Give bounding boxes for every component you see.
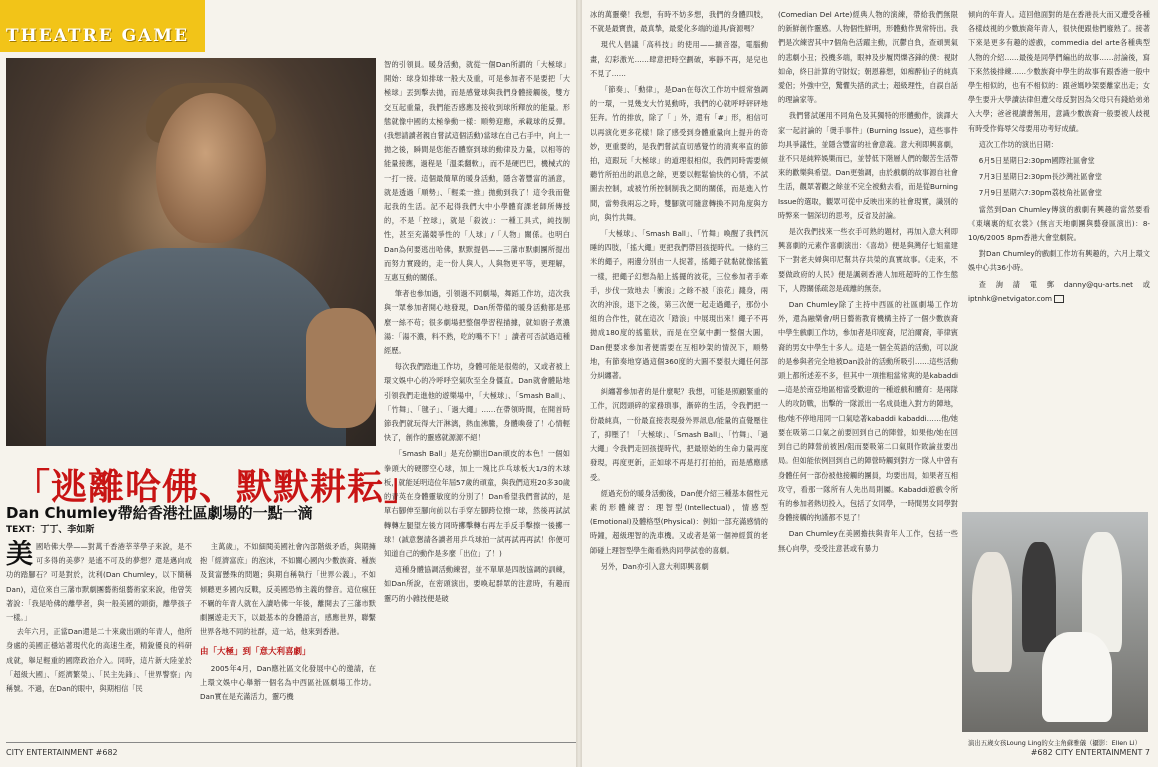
col4-para-4: Dan Chumley除了主持中西區的社區劇場工作坊外，還為融樂會/明日藝術教育機構主持了一個少數族裔中學生戲劇工作坊，參加者是印度裔，尼泊爾裔，菲律賓裔的男女中學生十多人。這是一個全英語的活動，可以說的是參與者完全地被Dan設計的活動所吸引……這些活動頭上都所述差不多，但其中一項推粗當常爽的是kabaddi—這是於南亞地區相當受歡迎的一種遊戲和體育：是兩隊人的攻防戰，出擊的一隊派出一名成員進入對方的陣地，他/她不停地用同一口氣唸著kabaddi kabaddi……他/她要在吸第二口氣之前要回到自己的陣營，如果他/她在回到自己的陣營前被困/阻而要吸第二口氣則作敗論並要出局。但如能依例回到自己的陣營時觸到對方一隊人中曾有身體任何一部份被他接觸的團員，均要出局，如果者互相攻守，看那一隊所有人先出局則屬。Kabaddi遊戲令所有的參加者熱切投入，包括了女同學，一時間男女同學對身體接觸的拘謹都不見了！	[778, 300, 958, 523]
folio-left: CITY ENTERTAINMENT #682	[6, 748, 118, 757]
end-mark-icon	[1054, 295, 1064, 303]
portrait-photo	[6, 58, 376, 446]
footer-rule-left	[6, 742, 576, 743]
headline: 「逃離哈佛、默默耕耘」	[14, 467, 422, 508]
col5-date-2: 7月3日星期日2:30pm長沙灣社區會堂	[978, 172, 1102, 182]
subsection-heading: 由「大極」到「意大利喜劇」	[200, 647, 311, 658]
col3-para-5: 糾纏著參加者的是什麼呢？我想，可能是照顧緊重的工作，沉悶頭碎的家務瑣事，漸碎的生活，令我們把一份最純真，一份最直接表現發外界訊息/能量的直覺壓住了，抑壓了！「大極球」、「Smash Ball」、「竹舞」、「過大繩」令我們走回孩提時代，把最原始的生命力量再度發現，再度更新，正如球不再是打打拍拍，而是感應感受。	[590, 387, 768, 482]
col3-para-1: 冰的萬靈藥！我想，有時不妨多想，我們的身體四肢，不就是最寶貴，最真摯，最愛化多端的道具/資源嗎？	[590, 10, 768, 34]
column-2-bottom	[200, 540, 376, 736]
photo-figure-4	[1042, 632, 1112, 722]
photo-figure-1	[972, 552, 1012, 672]
col3-para-6: 經過充份的暖身活動後，Dan便介紹三種基本個性元素的形體練習：理智型(Intellectual)，情感型(Emotional)及體格型(Physical)：例如一部充滿感情的時鐘，超級理智的洗車機。又或者是第一個神經質的老師碰上理智型學生衛看熟肉同學試卷的喜劇。	[590, 488, 768, 555]
left-page	[0, 0, 576, 767]
col3-para-2: 現代人倡議「高科技」的使用——擴音器，電腦動畫，幻彩激光……肆意把時空劃破，寧靜不再，是兒也不見了……	[590, 40, 768, 78]
column-3	[384, 58, 570, 736]
contact-text: 查詢請電郵danny@qu-arts.net或iptnhk@netvigator.com	[968, 279, 1150, 303]
section-tag-label: THEATRE GAME	[6, 26, 190, 46]
col2-para-3: 筆者也參加過，引領過不同劇場，舞蹈工作坊，這次我與一眾參加者開心地發現，Dan所帶備的暖身活動都是那麼一絲不苟；很多劇場把整個學習程描據，就如廚子煮濃湯：「湯不濃，料不熟，吃的嘴不下！」讀者可否試過這種經歷。	[384, 289, 570, 356]
column-5	[778, 8, 958, 736]
col2-para-4: 每次我們踏進工作坊，身體可能是很倦的，又或者被上環文娛中心的冷呼呼空氣吹至全身僵直。Dan就會體貼地引領我們走進他的遊樂場中，「大極球」、「Smash Ball」、「竹舞」、「毽子」、「過大繩」……在帶領時間，在開首時節我們就玩得大汗淋漓，熱血沸騰，身體喚發了！心情輕快了，創作的靈感就源源不絕！	[384, 362, 570, 443]
column-1	[6, 540, 192, 736]
byline: TEXT：丁丁、李如斯	[6, 525, 95, 535]
photo-arm	[306, 308, 376, 428]
col3-para-4: 「大極球」、「Smash Ball」、「竹舞」喚醒了我們沉睡的四肢，「搖大繩」更把我們帶回孩提時代。一條約三米的繩子，兩邊分別由一人捉著，搖繩子就黏就像搖籃一樣，把繩子幻想為船上搖擺的波花，三位參加者手牽手，步伐一致地去「衝浪」之餘不被「浪花」濺身，兩次的沖浪，退下之後，第三次便一起走過繩子，那份小組的合作性，就在這次「踏浪」中展現出來！繩子不再拋成180度的搖籃狀，而是在空氣中劃一整個大圓，Dan便要求參加者便需要在互相吵架的情況下，順勢地，有節奏地穿過這個360度的大圓不要很大繩任何部分糾纏著。	[590, 229, 768, 381]
col4-para-1: (Comedian Del Arte)經典人物的演練，帶給我們無限的新鮮創作靈感。人物個性鮮明，形體動作異常特出。我們是次練習其中7個角色活躍主動，沉鬱自負，查頑異氣的悲劇小丑；投機多端，眼神及步履閃爍吝鋒的僕：視財如命，終日計算的守財奴；朝恩暮想，如痴醉仙子的純真愛侶；外強中空，驚懼失措的武士；超級理性，自誤自話的理論家等。	[778, 10, 958, 105]
col5-para-4: 對Dan Chumley的戲劇工作坊有興趣的，六月上環文娛中心共36小時。	[968, 249, 1150, 273]
dropcap: 美	[6, 540, 33, 570]
photo-caption: 演出五歲女孩Loung Ling的女主角蘇雅儀（攝影：Ellen Li）	[968, 739, 1141, 747]
col2-para-6: 這種身體協調活動練習，並不單單是四肢協調的訓練，如Dan所說，在密頭演出，要喚起群眾的注意時，有趣而靈巧的小雜技便是破	[384, 565, 570, 603]
col1-para-2: 去年六月，正當Dan還是二十來歲出頭的年青人，他所身處的美國正穩站著現代化的高速生產，精銳優良的科研成就，舉足輕重的國際政治介入。同時，這片新大陸並於「超級大國」、「經濟繁榮」、「民主先鋒」、「世界警察」內稱號。不過，在Dan的眼中，與期相信「民	[6, 627, 192, 694]
col3-para-7: 另外，Dan亦引入意大利即興喜劇	[600, 561, 709, 571]
col5-para-3: 當然到Dan Chumley傳演的戲劇有興趣的當然要看《東壤裏的紅衣裳》(無言天地劇團與藝發區演出)：8-10/6/2005 8pm香港大會堂劇院。	[968, 204, 1150, 243]
col5-para-5	[968, 278, 1150, 306]
col2-top: 智的引領員。暖身活動，就從一個Dan所謂的「大極球」開始：球身如排球一般大及重，可是參加者不是要把「大極球」丟到擊去拋，而是感覺球與我們身體接觸後，雙方交互起重量，我們能否感應及接收到球所釋放的能量。形態就像中國的太極拳動一樣：順勢迎應，承載球的反彈。(我想請讀者親自嘗試這個活動)當球在自己右手中，向上一拋之後，瞬間是您能否體察到球的動律及力量，以相等的能量接應，過程是「溫柔翻軟」，而不是硬巴巴，機械式的一打一接。這個最簡單的暖身活動，隱含著豐富的涵意，就是透過「順勢」、「輕柔一推」拋動到我了！這令我而覺起我的生活。記不起得我們大中小學體育課老師所傳授的，不是「控球」，就是「殺波」：一種工具式，純技制性，甚至充滿競爭性的「人球」/「人物」關係。也明白Dan為何要逃出哈佛，默默提倡——三藩市默劇團所提出而努力實踐的，走一份人與人，人與物更平等，更理解，互惠互動的關係。	[384, 60, 570, 283]
section-tag	[0, 0, 205, 52]
col5-para-2: 這次工作坊的演出日期：	[978, 139, 1058, 149]
col4-para-3: 是次我們找來一些衣手可熟的題材，再加入意大利即興喜劇的元素作喜劇演出：《喜劫》便是與灣仔七姐童建下一對老夫婦與印尼幫共存共榮的真實故事。《走來，不要做政府的人民》便是諷刺香港人加班超時的工作生態下，人際關係疏忽是疏離的無奈。	[778, 227, 958, 293]
col1-para-1: 國哈佛大學——對萬千香港莘莘學子來說，是不可多得的美夢？是遙不可及的夢想？還是邁向成功的踏腳石？可是對於，沈利(Dan Chumley，以下簡稱Dan)，這位來自三藩市默劇團藝術組藝術家來說，他曾笑著說：「我是哈佛的離學者，與一般美國的頭銜，離學孩子一樣。」	[6, 542, 192, 623]
column-6	[968, 8, 1150, 502]
col2-para-1: 主萬歲」，不如細閱美國社會內部階級矛盾，與期擁抱「經濟富庶」的泡沫，不如關心國內少數族裔、種族及貧富懸殊的問題；與期自稱執行「世界公義」，不如傾聽更多國內反戰，反美國恐怖主義的聲音。這位瘋狂不羈的年青人就在入讀哈佛一年後，離開去了三藩市默劇團遊走天下，以最基本的身體語言，感應世界，聯繫世界各地不同的社群，這一站，他來到香港。	[200, 542, 376, 637]
photo-head	[156, 93, 266, 243]
column-4	[590, 8, 768, 736]
photo-shirt	[46, 248, 346, 446]
photo-figure-2	[1022, 542, 1056, 652]
subhead: Dan Chumley帶給香港社區劇場的一點一滴	[6, 504, 313, 522]
col2-para-2: 2005年4月，Dan應社區文化發展中心的邀請，在上環文娛中心舉辦一個名為中西區社區劇場工作坊。Dan實在是充滿活力，靈巧機	[200, 663, 376, 702]
workshop-photo	[962, 512, 1148, 732]
col3-para-3: 「節奏」、「動律」，是Dan在每次工作坊中經常強調的一環，一見幾支大竹晃動時，我們的心就呼呼砰砰地狂奔。竹的排放，除了「 」外，還有「#」形，相信可以再演化更多花樣！除了感受到身體重量向上提升的奇妙，更重要的，是我們嘗試直切感覺竹的清爽率直的節拍，這跟玩「大極球」的道理很相似，我們同時需要傾聽竹所拍出的訊息之餘，更要以輕鬆愉快的心情，不試圖去控制，或被竹所控制制我之間的關係，而是進入竹間，當勢我兩忘之時，雙腳就可隨意轉換不同角度與方向，與竹共舞。	[590, 85, 768, 222]
col4-para-2: 我們嘗試運用不同角色及其獨特的形體動作，演譯大家一起討論的「燙手事件」(Burning Issue)，這些事件均具爭議性，並隱含豐富的社會意義。意大利即興喜劇，並不只是純粹娛樂而已，並替低下階層人們的艱苦生活帶來的歡樂與希望。Dan更強調，由於戲劇的故事源自社會生活，觀眾著觀之餘並不完全被動去看，而是從Burning Issue的選取，觀眾可從中反映出來的社會現實，識別的時弊來一個深切的思考，反省及討論。	[778, 111, 958, 220]
col4-para-5: Dan Chumley在美國擔扶與青年人工作，包括一些無心向學，受受注意甚或有暴力	[778, 529, 958, 553]
folio-right: #682 CITY ENTERTAINMENT 7	[1030, 748, 1150, 757]
col5-date-3: 7月9日星期六7:30pm荔枝角社區會堂	[978, 188, 1102, 198]
col5-date-1: 6月5日星期日2:30pm國際社區會堂	[978, 156, 1095, 166]
col5-para-1: 傾向的年青人。這回他面對的是在香港長大而又遭受各種各樣歧視的少數族裔年青人，很快便跟他們廢熟了。接著下來是更多有趣的遊戲，commedia del arte各種典型人物的介紹……最後是同學們編出的故事……討論後，寫下來然後排練……少數族裔中學生的故事有跟香港一般中學生相似的，也有不相似的：跟爸媽吵架要離家出走；女學生要升大學讀法律但遭父母反對因為父母只有錢給弟弟入大學；爸爸視讀書無用，意識少數族裔一般要被人歧視有時受作侮辱父母要用功考好成績。	[968, 10, 1150, 133]
col2-para-5: 「Smash Ball」是充份顯出Dan頑皮的本色！一個如拳頭大的硬膠空心球，加上一塊比乒乓球板大1/3的木球板，就能延明這位年屆57歲的頑童，與我們這班20多30歲的青英在身體靈敏度的分別了！Dan希望我們嘗試的，是單右腳伸至腳向前以右手穿左腳跨位擦一球，然後再試試轉轉左腿望左後方同時擲擊轉右再左手反手擊擦一後擲一球！(誠意懇請各讀者用乒乓球拍一試再試再再試！你便可知道自己的動作是多麼「出位」了！)	[384, 449, 570, 558]
